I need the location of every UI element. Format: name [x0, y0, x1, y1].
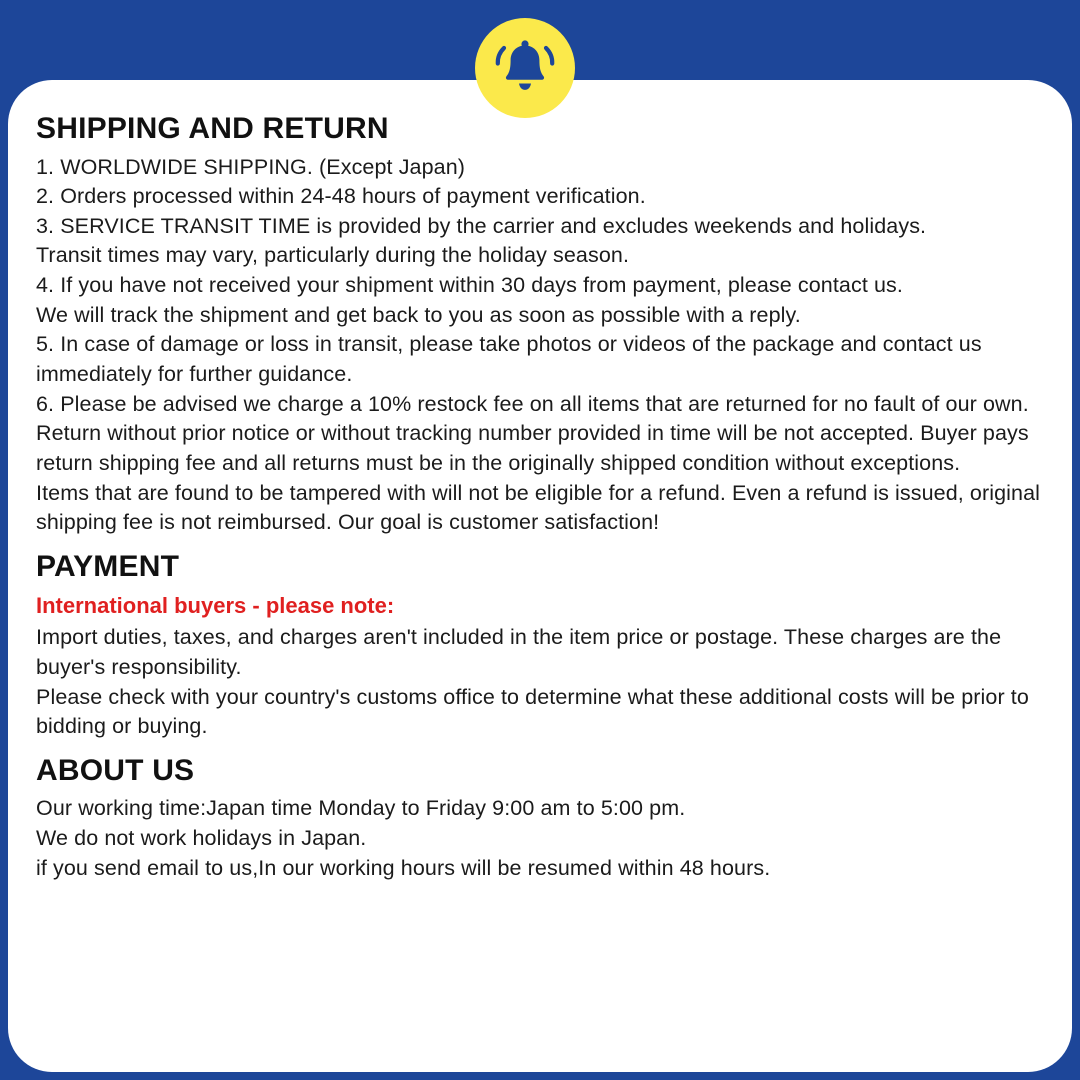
about-lines — [36, 794, 1060, 883]
list-item: We will track the shipment and get back to you as soon as possible with a reply. — [36, 302, 801, 327]
list-item: 5. In case of damage or loss in transit, please take photos or videos of the package and contact us immediately for further guidance. — [36, 332, 982, 387]
paragraph: if you send email to us,In our working hours will be resumed within 48 hours. — [36, 855, 771, 880]
list-item: 1. WORLDWIDE SHIPPING. (Except Japan) — [36, 154, 466, 179]
page-title: SHIPPING AND RETURN — [36, 112, 389, 145]
list-item: Items that are found to be tampered with will not be eligible for a refund. Even a refund is issued, original shipping fee is not reimbursed. Our goal is customer satisfaction! — [36, 480, 1041, 535]
policy-content — [36, 112, 1060, 883]
section-title-payment: PAYMENT — [36, 550, 180, 584]
list-item: Transit times may vary, particularly during the holiday season. — [36, 243, 630, 268]
section-payment — [36, 550, 1060, 742]
bell-icon — [494, 38, 556, 98]
list-item: 6. Please be advised we charge a 10% restock fee on all items that are returned for no fault of our own. Return without prior notice or without tracking number provided in time will be not accepted. Buyer pays return shipping fee and all returns must be in the originally shipped condition without exceptions. — [36, 391, 1029, 476]
shipping-lines — [36, 153, 1060, 539]
paragraph: We do not work holidays in Japan. — [36, 826, 367, 851]
paragraph: Our working time:Japan time Monday to Friday 9:00 am to 5:00 pm. — [36, 796, 686, 821]
notification-badge — [475, 18, 575, 118]
content-card — [8, 80, 1072, 1072]
section-shipping-and-return — [36, 112, 1060, 538]
international-buyers-note: International buyers - please note: — [36, 592, 395, 618]
paragraph: Please check with your country's customs office to determine what these additional costs will be prior to bidding or buying. — [36, 684, 1029, 739]
section-title-about-us: ABOUT US — [36, 753, 195, 787]
list-item: 4. If you have not received your shipment within 30 days from payment, please contact us. — [36, 273, 903, 298]
section-about-us — [36, 754, 1060, 883]
payment-lines — [36, 623, 1060, 742]
list-item: 3. SERVICE TRANSIT TIME is provided by the carrier and excludes weekends and holidays. — [36, 213, 927, 238]
list-item: 2. Orders processed within 24-48 hours of payment verification. — [36, 184, 646, 209]
paragraph: Import duties, taxes, and charges aren't included in the item price or postage. These charges are the buyer's responsibility. — [36, 625, 1002, 679]
